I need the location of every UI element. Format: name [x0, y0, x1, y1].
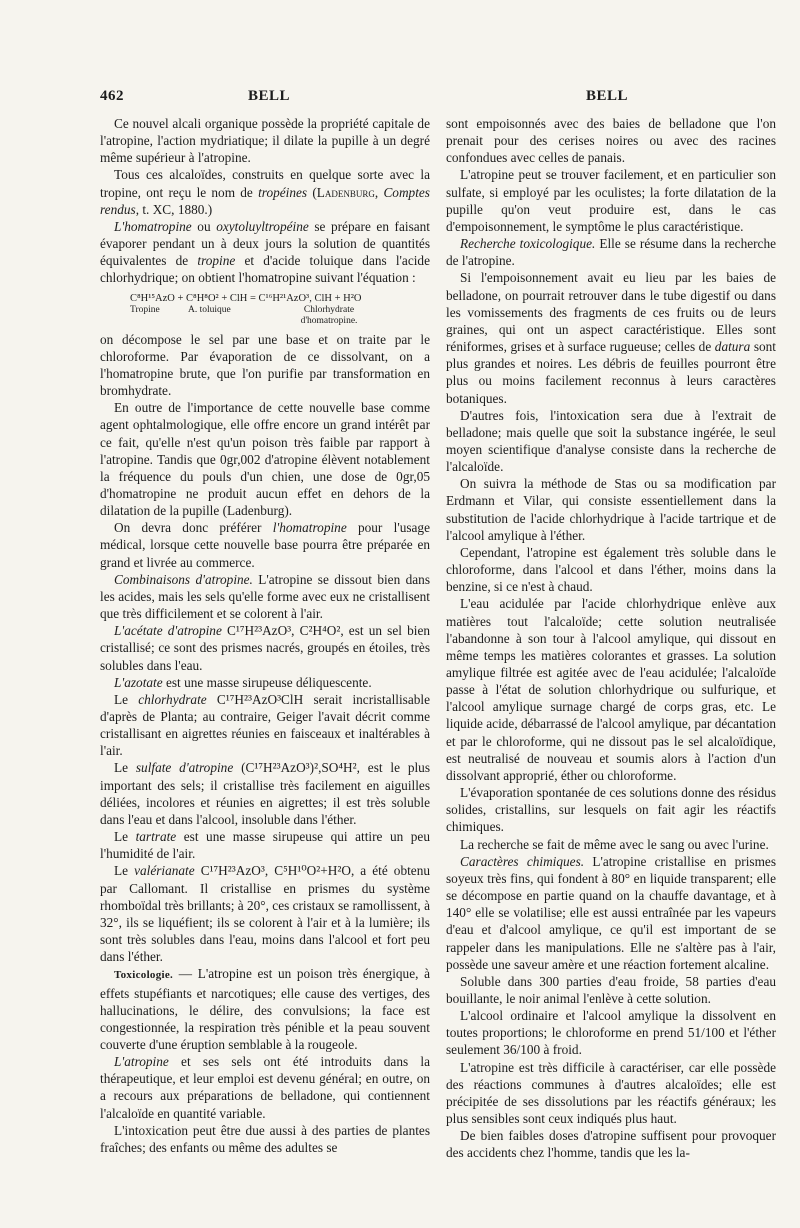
running-head-left: BELL — [248, 88, 291, 104]
paragraph: L'eau acidulée par l'acide chlorhydrique enlève aux matières tout l'alcaloïde; cette solution neutralisée l'abandonne à son tour à l'alcool amylique, qui dissout en même temps les matières colorantes et grasses. La solution amylique filtrée est agitée avec de l'eau acidulée; l'alcaloïde passe à l'état de solution chlorhydrique ou sulfurique, et l'alcool amylique surnage chargé de corps gras, etc. Le liquide acide, débarrassé de l'alcool amylique, par décantation et par le chloroforme, qui ne dissout pas le sel alcaloïdique, est neutralisé de nouveau et soumis alors à l'action d'un dissolvant approprié, éther ou chloroforme. — [446, 596, 776, 783]
paragraph: Le chlorhydrate C¹⁷H²³AzO³ClH serait incristallisable d'après de Planta; au contraire, Geiger l'avait décrit comme cristallisant en aigrettes réunies en faisceaux et inaltérables à l'air. — [100, 691, 430, 759]
paragraph: On devra donc préférer l'homatropine pour l'usage médical, lorsque cette nouvelle base pourra être préparée en grand et livrée au commerce. — [100, 520, 430, 570]
paragraph: L'azotate est une masse sirupeuse déliquescente. — [114, 674, 372, 690]
paragraph: on décompose le sel par une base et on traite par le chloroforme. Par évaporation de ce dissolvant, on a l'homatropine brute, que l'on purifie par transformation en bromhydrate. — [100, 331, 430, 399]
running-head-right: BELL — [586, 88, 629, 104]
paragraph: sont empoisonnés avec des baies de belladone que l'on prenait pour des cerises noires ou avec des racines confondues avec celles de panais. — [446, 116, 776, 166]
left-column — [100, 115, 430, 1155]
label-tropine: Tropine — [130, 304, 160, 315]
paragraph: L'alcool ordinaire et l'alcool amylique la dissolvent en toutes proportions; le chloroforme en prend 51/100 et l'éther seulement 36/100 à froid. — [446, 1008, 776, 1058]
paragraph: En outre de l'importance de cette nouvelle base comme agent ophtalmologique, elle offre encore un grand intérêt par ce fait, qu'elle n'est qu'un poison très faible par rapport à l'atropine. Tandis que 0gr,002 d'atropine élèvent notablement la fréquence du pouls d'un chien, une dose de 0gr,05 d'homatropine ne produit aucun effet en dehors de la dilatation de la pupille (Ladenburg). — [100, 400, 430, 519]
paragraph: Le valérianate C¹⁷H²³AzO³, C⁵H¹⁰O²+H²O, a été obtenu par Callomant. Il cristallise en prismes du système rhomboïdal très brillants; à 20°, ces cristaux se ramollissent, à 32°, ils se liquéfient; ils se colorent à l'air et à la lumière; ils sont très solubles dans l'eau, moins dans l'alcool et fort peu dans l'éther. — [100, 863, 430, 965]
paragraph: Toxicologie. — L'atropine est un poison très énergique, à effets stupéfiants et narcotiques; elle cause des vertiges, des hallucinations, le délire, des convulsions; la face est congestionnée, la respiration très pénible et la peau souvent couverte d'une éruption semblable à la rougeole. — [100, 966, 430, 1052]
label-toluic-acid: A. toluique — [188, 304, 231, 315]
paragraph: L'intoxication peut être due aussi à des parties de plantes fraîches; des enfants ou même des adultes se — [100, 1122, 430, 1155]
paragraph: L'acétate d'atropine C¹⁷H²³AzO³, C²H⁴O², est un sel bien cristallisé; ce sont des prismes nacrés, groupés en étoiles, très solubles dans l'eau. — [100, 623, 430, 673]
equation-line: C⁸H¹⁵AzO + C⁸H⁸O² + ClH = C¹⁶H²¹AzO³, ClH + H²O — [130, 292, 362, 304]
paragraph: L'homatropine ou oxytoluyltropéine se prépare en faisant évaporer pendant un à deux jours la solution de quantités équivalentes de tropine et d'acide toluique dans l'acide chlorhydrique; on obtient l'homatropine suivant l'équation : — [100, 218, 430, 286]
paragraph: L'atropine est très difficile à caractériser, car elle possède des réactions communes à d'autres alcaloïdes; elle est précipitée de ses dissolutions par les réactifs généraux; les plus sensibles sont ceux indiqués plus haut. — [446, 1059, 776, 1127]
paragraph: Le sulfate d'atropine (C¹⁷H²³AzO³)²,SO⁴H², est le plus important des sels; il cristallise très facilement en aiguilles déliées, incolores et réunies en aigrettes; il est très soluble dans l'eau et dans l'alcool, insoluble dans l'éther. — [100, 760, 430, 827]
paragraph: Recherche toxicologique. Elle se résume dans la recherche de l'atropine. — [446, 236, 776, 269]
paragraph: Caractères chimiques. L'atropine cristallise en prismes soyeux très fins, qui fondent à 80° en liquide transparent; elle se décompose en partie quand on la chauffe davantage, et à 140° elle se volatilise; elle est aussi entraînée par les vapeurs d'eau et d'alcool amylique, ce qu'il est important de se rappeler dans les manipulations. Elle ne s'altère pas à l'air, possède une saveur amère et une réaction fortement alcaline. — [446, 853, 776, 972]
section-heading-toxicologie: Toxicologie. — [114, 969, 174, 982]
paragraph: Si l'empoisonnement avait eu lieu par les baies de belladone, on pourrait retrouver dans le tube digestif ou dans les vomissements des fragments de ces fruits ou de leurs graines, qui ont un aspect caractéristique. Elles sont réniformes, grises et à surface rugueuse; celles de datura sont plus grandes et noires. Les débris de feuilles pourront être plus ou moins facilement reconnus à leurs caractères botaniques. — [446, 270, 776, 406]
paragraph: Ce nouvel alcali organique possède la propriété capitale de l'atropine, l'action mydriatique; il dilate la pupille à un degré même supérieur à l'atropine. — [100, 116, 430, 166]
label-homatropine-hydrochloride: Chlorhydrate d'homatropine. — [300, 304, 358, 326]
right-column — [446, 115, 776, 1161]
paragraph: La recherche se fait de même avec le sang ou avec l'urine. — [460, 836, 769, 852]
paragraph: Combinaisons d'atropine. L'atropine se dissout bien dans les acides, mais les sels qu'elle forme avec eux ne cristallisent que très difficilement et se colorent à l'air. — [100, 571, 430, 622]
paragraph: Soluble dans 300 parties d'eau froide, 58 parties d'eau bouillante, le noir animal l'enlève à cette solution. — [446, 973, 776, 1006]
paragraph: D'autres fois, l'intoxication sera due à l'extrait de belladone; mais quelle que soit la substance ingérée, le seul moyen scientifique d'analyse consiste dans la recherche de l'alcaloïde. — [446, 407, 776, 475]
homatropine-equation — [130, 292, 430, 327]
paragraph: L'atropine peut se trouver facilement, et en particulier son sulfate, si employé par les oculistes; la forte dilatation de la pupille qu'on veut produire est, dans le cas d'empoisonnement, le symptôme le plus caractéristique. — [446, 167, 776, 234]
paragraph: Cependant, l'atropine est également très soluble dans le chloroforme, dans l'alcool et dans l'éther, moins dans la benzine, si ce n'est à chaud. — [446, 544, 776, 595]
paragraph: L'atropine et ses sels ont été introduits dans la thérapeutique, et leur emploi est devenu général; en outre, on a recours aux préparations de belladone, qui contiennent l'alcaloïde en quantité variable. — [100, 1054, 430, 1121]
paragraph: On suivra la méthode de Stas ou sa modification par Erdmann et Vilar, qui consiste essentiellement dans la substitution de l'acide chlorhydrique à l'acide tartrique et de l'alcool amylique à l'éther. — [446, 476, 776, 543]
paragraph: Le tartrate est une masse sirupeuse qui attire un peu l'humidité de l'air. — [100, 829, 430, 862]
paragraph: Tous ces alcaloïdes, construits en quelque sorte avec la tropine, ont reçu le nom de tropéines (Ladenburg, Comptes rendus, t. XC, 1880.) — [100, 167, 430, 217]
paragraph: L'évaporation spontanée de ces solutions donne des résidus solides, cristallins, sur lesquels on fait agir les réactifs chimiques. — [446, 785, 776, 835]
paragraph: De bien faibles doses d'atropine suffisent pour provoquer des accidents chez l'homme, tandis que les la- — [446, 1128, 776, 1161]
equation-labels — [130, 305, 430, 327]
page-number: 462 — [100, 88, 124, 104]
